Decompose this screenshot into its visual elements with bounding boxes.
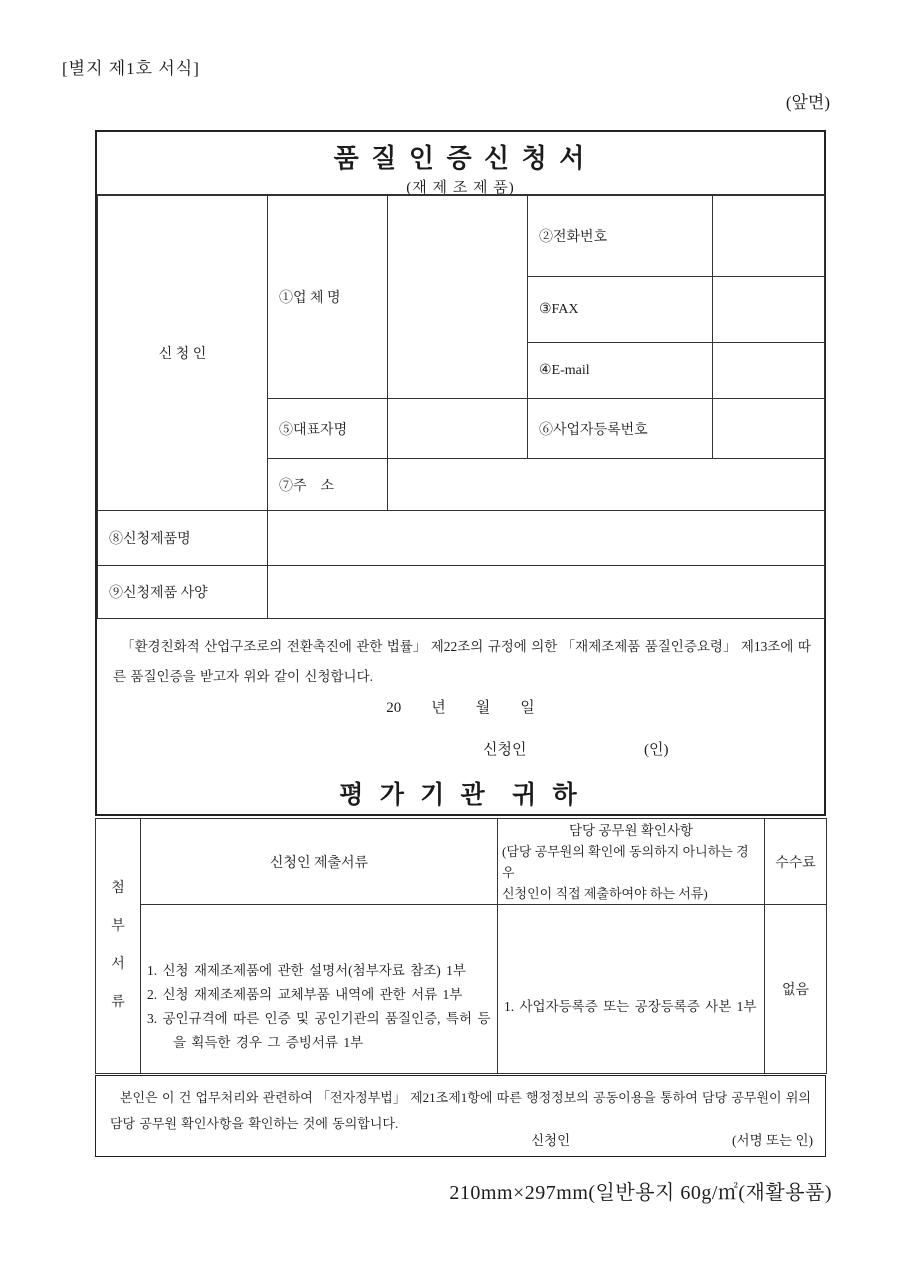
official-check-list [498,905,765,1074]
list-item: 2. 신청 재제조제품의 교체부품 내역에 관한 서류 1부 [147,987,463,1002]
table-row [96,905,827,1074]
list-item: 1. 신청 재제조제품에 관한 설명서(첨부자료 참조) 1부 [147,963,466,978]
fee-header: 수수료 [765,819,827,905]
consent-statement: 본인은 이 건 업무처리와 관련하여 「전자정부법」 제21조제1항에 따른 행정정보의 공동이용을 통하여 담당 공무원이 위의 담당 공무원 확인사항을 확인하는 것에 동의합니다. [110,1090,811,1131]
applicant-sign-label: 신청인 [483,742,527,758]
form-code-note: [별지 제1호 서식] [62,59,200,78]
list-item: 1. 사업자등록증 또는 공장등록증 사본 1부 [504,999,757,1014]
side-label-char: 서 [111,957,125,972]
representative-label: ⑤대표자명 [268,399,388,459]
seal-placeholder: (인) [644,742,669,758]
application-form-box [95,130,826,816]
attachments-side-label [96,819,141,1074]
product-spec-field[interactable] [268,566,825,619]
applicant-docs-header: 신청인 제출서류 [141,819,498,905]
address-label: ⑦주 소 [268,459,388,511]
form-title: 품 질 인 증 신 청 서 [333,144,588,173]
attachments-table [95,818,827,1074]
product-name-field[interactable] [268,511,825,566]
consent-applicant-label: 신청인 [531,1133,571,1148]
fax-field[interactable] [713,277,825,343]
consent-box [95,1075,826,1157]
table-row [98,196,825,277]
official-check-header [498,819,765,905]
side-label-char: 부 [111,919,125,934]
table-row [96,819,827,905]
official-check-title: 담당 공무원 확인사항 [568,823,694,838]
application-statement: 「환경친화적 산업구조로의 전환촉진에 관한 법률」 제22조의 규정에 의한 「재제조제품 품질인증요령」 제13조에 따른 품질인증을 받고자 위와 같이 신청합니다. [113,639,811,684]
email-label: ④E-mail [528,343,713,399]
side-label-char: 첨 [111,881,125,896]
company-name-field[interactable] [388,196,528,399]
date-line: 20 년 월 일 [386,700,535,716]
fax-label: ③FAX [528,277,713,343]
phone-label: ②전화번호 [528,196,713,277]
consent-seal-placeholder: (서명 또는 인) [732,1133,813,1148]
table-row [98,511,825,566]
paper-spec-note: 210mm×297mm(일반용지 60g/㎡(재활용품) [449,1182,832,1204]
applicant-label: 신 청 인 [98,196,268,511]
email-field[interactable] [713,343,825,399]
fee-value: 없음 [765,905,827,1074]
product-name-label: ⑧신청제품명 [98,511,268,566]
phone-field[interactable] [713,196,825,277]
form-subtitle: (재 제 조 제 품) [406,180,515,196]
applicant-doc-list [141,905,498,1074]
statement-block [97,619,824,816]
applicant-table [97,195,825,619]
official-check-note: (담당 공무원의 확인에 동의하지 아니하는 경우 [502,844,749,880]
title-block [97,132,824,195]
representative-field[interactable] [388,399,528,459]
business-reg-no-field[interactable] [713,399,825,459]
company-name-label: ①업 체 명 [268,196,388,399]
official-check-note: 신청인이 직접 제출하여야 하는 서류) [502,886,708,901]
business-reg-no-label: ⑥사업자등록번호 [528,399,713,459]
product-spec-label: ⑨신청제품 사양 [98,566,268,619]
list-item: 3. 공인규격에 따른 인증 및 공인기관의 품질인증, 특허 등을 획득한 경우 그 증빙서류 1부 [147,1011,491,1050]
front-side-note: (앞면) [785,93,830,112]
address-field[interactable] [388,459,825,511]
table-row [98,566,825,619]
side-label-char: 류 [111,995,125,1010]
recipient-line: 평 가 기 관 귀 하 [339,782,582,809]
